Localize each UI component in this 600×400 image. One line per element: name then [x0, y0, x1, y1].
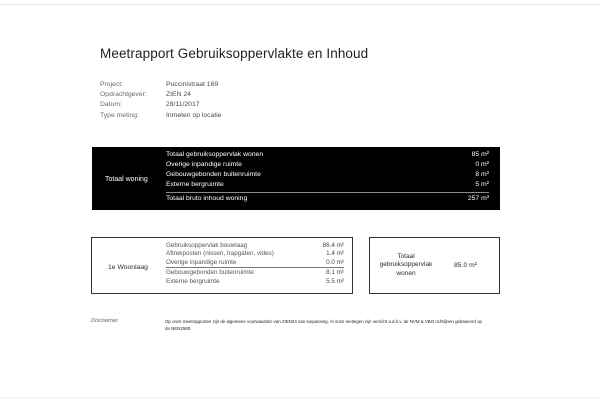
- label-line: Totaal: [397, 253, 415, 260]
- woonlaag-row: [166, 242, 344, 250]
- row-label: Externe bergruimte: [166, 181, 224, 188]
- meta-block: [100, 81, 222, 122]
- totaal-woning-rows: [166, 150, 489, 204]
- meta-key: Project:: [100, 81, 124, 88]
- meta-row-datum: [100, 101, 222, 111]
- bottom-rule: [0, 397, 600, 398]
- meta-value: ZIEN 24: [166, 91, 191, 99]
- meta-key: Opdrachtgever:: [100, 91, 147, 99]
- meta-row-opdrachtgever: [100, 91, 222, 101]
- summary-row: [166, 160, 489, 170]
- woonlaag-row: [166, 259, 344, 267]
- meta-key: Datum:: [100, 101, 122, 109]
- woonlaag-rows: [166, 242, 344, 286]
- summary-row: [166, 170, 489, 180]
- top-rule: [0, 4, 600, 5]
- divider: [166, 192, 489, 193]
- row-label: Overige inpandige ruimte: [166, 161, 242, 168]
- row-value: 86.4 m²: [322, 242, 344, 249]
- disclaimer-text: Op onze meetrapporten zijn de algemene voorwaarden van ZIEN24 van toepassing. Al onze metingen zijn verricht a.d.h.v. de NVM & VBO richtlijnen gebaseerd op de NEN2580.: [165, 319, 482, 331]
- row-value: 0 m²: [475, 161, 489, 168]
- meta-value: Inmeten op locatie: [166, 111, 222, 119]
- meta-row-project: [100, 81, 222, 91]
- divider: [166, 267, 344, 268]
- row-label: Overige inpandige ruimte: [166, 258, 237, 266]
- row-value: 8.1 m²: [326, 269, 344, 277]
- row-value: 0.0 m²: [326, 258, 344, 266]
- meta-key: Type meting:: [100, 111, 139, 119]
- row-value: 5.5 m²: [326, 277, 344, 285]
- woonlaag-label: 1e Woonlaag: [108, 264, 148, 271]
- label-line: wonen: [396, 269, 416, 277]
- row-value: 1.4 m²: [326, 250, 344, 258]
- woonlaag-row: [166, 269, 344, 277]
- meta-value: 28/11/2017: [166, 101, 200, 109]
- row-label: Gebouwgebonden buitenruimte: [166, 171, 261, 178]
- total-value: 257 m³: [467, 195, 489, 202]
- totaal-woning-label: Totaal woning: [105, 176, 148, 183]
- row-label: Gebouwgebonden buitenruimte: [166, 269, 254, 277]
- woonlaag-panel: [91, 237, 353, 294]
- row-label: Externe bergruimte: [166, 277, 220, 285]
- meta-value: Puccinistraat 169: [166, 81, 219, 88]
- disclaimer-label: Disclaimer: [91, 318, 119, 324]
- row-value: 8 m²: [475, 171, 489, 178]
- total-label: Totaal bruto inhoud woning: [166, 195, 248, 202]
- woonlaag-row: [166, 250, 344, 258]
- totaal-gebruiksoppervlak-panel: [369, 237, 500, 294]
- label-line: gebruiksoppervlak: [379, 261, 433, 269]
- summary-row: [166, 150, 489, 160]
- woonlaag-row: [166, 278, 344, 286]
- page-title: Meetrapport Gebruiksoppervlakte en Inhoud: [100, 46, 369, 61]
- totaal-gebruiksoppervlak-label: [376, 253, 436, 278]
- total-row: [166, 194, 489, 204]
- meta-row-type-meting: [100, 112, 222, 122]
- row-label: Aftrekposten (nissen, trapgaten, vides): [166, 250, 274, 258]
- row-label: Totaal gebruiksoppervlak wonen: [166, 151, 264, 158]
- row-value: 85 m²: [471, 151, 489, 158]
- row-value: 5 m²: [475, 181, 489, 188]
- row-label: Gebruiksoppervlak bouwlaag: [166, 242, 248, 249]
- totaal-woning-panel: [92, 147, 500, 210]
- summary-row: [166, 180, 489, 190]
- totaal-gebruiksoppervlak-value: 85.0 m²: [454, 262, 478, 269]
